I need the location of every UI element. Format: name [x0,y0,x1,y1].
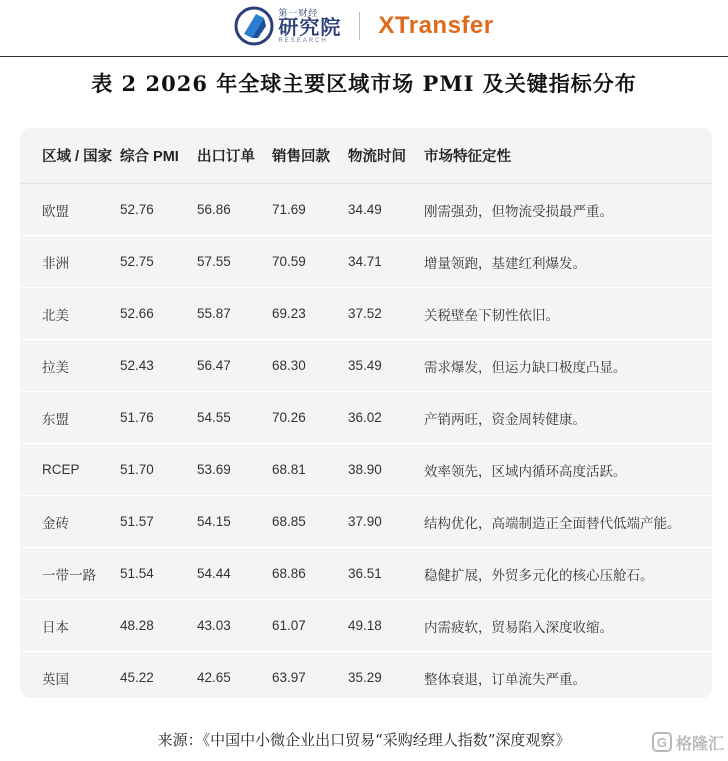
value-cell: 56.47 [197,340,272,392]
characteristic-cell: 结构优化，高端制造正全面替代低端产能。 [424,496,712,548]
value-cell: 34.49 [348,184,424,236]
value-cell: 45.22 [120,670,154,685]
value-cell: 54.55 [197,392,272,444]
value-cell: 52.76 [120,184,197,236]
value-cell: 71.69 [272,184,348,236]
yicai-logo-icon [234,6,274,46]
value-cell: 54.44 [197,548,272,600]
table-row [20,548,712,600]
xtransfer-logo: XTransfer [378,12,494,39]
value-cell: 34.71 [348,236,424,288]
table-row [20,236,712,288]
value-cell: 55.87 [197,288,272,340]
header [0,0,728,52]
gelonghui-watermark [652,730,724,754]
value-cell: 36.02 [348,392,424,444]
value-cell: 70.59 [272,236,348,288]
region-cell: 非洲 [20,236,120,288]
value-cell: 52.43 [120,340,197,392]
column-header: 物流时间 [348,128,424,184]
pmi-table-panel [20,128,712,698]
characteristic-cell: 刚需强劲，但物流受损最严重。 [424,184,712,236]
value-cell: 52.66 [120,288,197,340]
source-note: 来源：《中国中小微企业出口贸易“采购经理人指数”深度观察》 [157,731,571,749]
characteristic-cell: 增量领跑，基建红利爆发。 [424,236,712,288]
region-cell: 北美 [20,288,120,340]
value-cell: 48.28 [120,600,197,652]
table-row [20,340,712,392]
region-cell: 英国 [42,671,69,687]
value-cell: 38.90 [348,444,424,496]
characteristic-cell: 产销两旺，资金周转健康。 [424,392,712,444]
value-cell: 61.07 [272,600,348,652]
table-title: 表 2 2026 年全球主要区域市场 PMI 及关键指标分布 [91,71,637,96]
value-cell: 57.55 [197,236,272,288]
value-cell: 51.70 [120,444,197,496]
value-cell: 43.03 [197,600,272,652]
region-cell: 拉美 [20,340,120,392]
region-cell: 东盟 [20,392,120,444]
yicai-research-logo [234,6,341,46]
characteristic-cell: 效率领先，区域内循环高度活跃。 [424,444,712,496]
region-cell: 一带一路 [20,548,120,600]
characteristic-cell: 内需疲软，贸易陷入深度收缩。 [424,600,712,652]
value-cell: 52.75 [120,236,197,288]
value-cell: 68.85 [272,496,348,548]
table-row [20,184,712,236]
region-cell: 金砖 [20,496,120,548]
region-cell: 欧盟 [20,184,120,236]
table-row [20,444,712,496]
table-row [20,652,712,704]
value-cell: 69.23 [272,288,348,340]
watermark-text: 格隆汇 [675,735,724,753]
column-header: 市场特征定性 [424,128,712,184]
gelonghui-logo-icon: G [652,732,672,752]
value-cell: 37.90 [348,496,424,548]
table-row [20,392,712,444]
value-cell: 49.18 [348,600,424,652]
table-row [20,496,712,548]
value-cell: 35.29 [348,670,382,685]
value-cell: 35.49 [348,340,424,392]
column-header: 区域 / 国家 [20,128,120,184]
value-cell: 54.15 [197,496,272,548]
region-cell: 日本 [20,600,120,652]
logo-big-text: 研究院 [278,16,342,39]
characteristic-cell: 需求爆发，但运力缺口极度凸显。 [424,340,712,392]
value-cell: 53.69 [197,444,272,496]
value-cell: 68.86 [272,548,348,600]
value-cell: 42.65 [197,670,231,685]
table-row [20,288,712,340]
value-cell: 70.26 [272,392,348,444]
table-body [20,184,712,704]
value-cell: 63.97 [272,670,306,685]
logo-divider [359,12,360,40]
value-cell: 56.86 [197,184,272,236]
value-cell: 68.81 [272,444,348,496]
column-header: 销售回款 [272,128,348,184]
pmi-table [20,128,712,703]
characteristic-cell: 关税壁垒下韧性依旧。 [424,288,712,340]
value-cell: 51.76 [120,392,197,444]
value-cell: 51.54 [120,548,197,600]
table-row [20,600,712,652]
table-header-row [20,128,712,184]
column-header: 出口订单 [197,128,272,184]
value-cell: 36.51 [348,548,424,600]
region-cell: RCEP [20,444,120,496]
characteristic-cell: 整体衰退，订单流失严重。 [424,671,586,687]
value-cell: 68.30 [272,340,348,392]
characteristic-cell: 稳健扩展，外贸多元化的核心压舱石。 [424,548,712,600]
logo-small-text: 第一财经 [278,7,319,18]
logo-sub-text: RESEARCH [278,37,328,44]
header-rule [0,56,728,57]
value-cell: 51.57 [120,496,197,548]
column-header: 综合 PMI [120,128,197,184]
value-cell: 37.52 [348,288,424,340]
